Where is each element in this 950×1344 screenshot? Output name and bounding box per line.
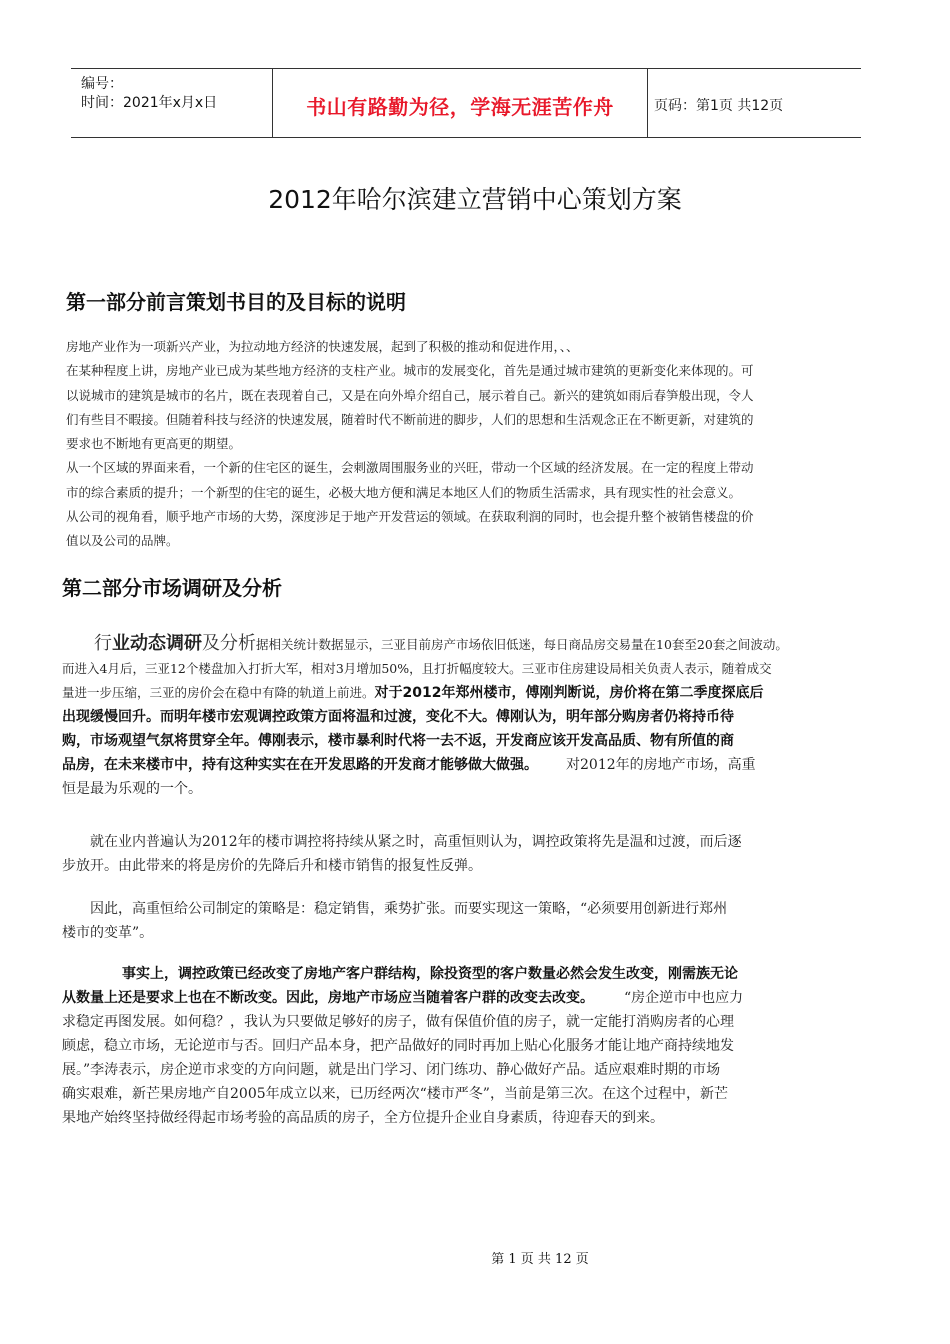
- document-title: 2012年哈尔滨建立营销中心策划方案: [268, 185, 682, 214]
- part2-heading: 第二部分市场调研及分析: [62, 576, 282, 600]
- page-info: 页码：第1页 共12页: [654, 98, 784, 114]
- paragraph-line: 在某种程度上讲，房地产业已成为某些地方经济的支柱产业。城市的发展变化，首先是通过城市建筑的更新变化来体现的。可: [66, 363, 754, 379]
- paragraph-line: 值以及公司的品牌。: [66, 533, 179, 549]
- part2-paragraph-3: 因此，高重恒给公司制定的策略是：稳定销售，乘势扩张。而要实现这一策略，“必须要用创新进行郑州 楼市的变革”。: [62, 901, 728, 941]
- part1-body: [66, 335, 876, 554]
- lead-title: 行业动态调研及分析: [94, 633, 256, 654]
- paragraph-line: 以说城市的建筑是城市的名片，既在表现着自己，又是在向外埠介绍自己，展示着自己。新兴的建筑如雨后春笋般出现，令人: [66, 387, 754, 403]
- paragraph-line: 从一个区域的界面来看，一个新的住宅区的诞生，会刺激周围服务业的兴旺，带动一个区域的经济发展。在一定的程度上带动: [66, 460, 754, 476]
- number-label: 编号：: [81, 76, 123, 92]
- part2-paragraph-4: 事实上，调控政策已经改变了房地产客户群结构，除投资型的客户数量必然会发生改变，刚需族无论 从数量上还是要求上也在不断改变。因此，房地产市场应当随着客户群的改变去改变。 “房企逆市中也应力 求稳定再图发展。如何稳？，我认为只要做足够好的房子，做有保值价值的房子，就一定能打消购房者的心理 顾虑，稳立市场，无论逆市与否。回归产品本身，把产品做好的同时再加上贴心化服务才能让地产商持续地发 展。”李涛表示，房企逆市求变的方向问题，就是出门学习、闭门练功、静心做好产品。适应艰难时期的市场 确实艰难，新芒果房地产自2005年成立以来，已历经两次“楼市严冬”，当前是第三次。在这个过程中，新芒 果地产始终坚持做经得起市场考验的高品质的房子，全方位提升企业自身素质，待迎春天的到来。: [62, 966, 744, 1126]
- page-header: [71, 68, 861, 138]
- part1-heading: 第一部分前言策划书目的及目标的说明: [66, 290, 406, 314]
- paragraph-line: 们有些目不暇接。但随着科技与经济的快速发展，随着时代不断前进的脚步，人们的思想和生活观念正在不断更新，对建筑的: [66, 411, 754, 427]
- header-info-cell: [71, 69, 272, 137]
- paragraph-line: 房地产业作为一项新兴产业，为拉动地方经济的快速发展，起到了积极的推动和促进作用，、、: [66, 339, 579, 354]
- motto: 书山有路勤为径，学海无涯苦作舟: [306, 95, 614, 119]
- header-page-cell: [646, 69, 861, 137]
- paragraph-line: 从公司的视角看，顺乎地产市场的大势，深度涉足于地产开发营运的领域。在获取利润的同时，也会提升整个被销售楼盘的价: [66, 509, 754, 525]
- part2-paragraph-1: 行业动态调研及分析据相关统计数据显示，三亚目前房产市场依旧低迷，每日商品房交易量在10套至20套之间波动。 而进入4月后，三亚12个楼盘加入打折大军，相对3月增加50%，且打折幅度较大。三亚市住房建设局相关负责人表示，随着成交 量进一步压缩，三亚的房价会在稳中有降的轨道上前进。对于2012年郑州楼市，傅刚判断说，房价将在第二季度探底后 出现缓慢回升。而明年楼市宏观调控政策方面将温和过渡，变化不大。傅刚认为，明年部分购房者仍将持币待 购，市场观望气氛将贯穿全年。傅刚表示，楼市暴利时代将一去不返，开发商应该开发高品质、物有所值的商 品房，在未来楼市中，持有这种实实在在开发思路的开发商才能够做大做强。 对2012年的房地产市场，高重 恒是最为乐观的一个。: [62, 633, 788, 797]
- paragraph-line: 市的综合素质的提升；一个新型的住宅的诞生，必极大地方便和满足本地区人们的物质生活需求，具有现实性的社会意义。: [66, 484, 742, 500]
- page-footer: 第 1 页 共 12 页: [491, 1252, 589, 1267]
- time-label: 时间：2021年x月x日: [81, 95, 218, 111]
- paragraph-line: 要求也不断地有更高更的期望。: [66, 436, 242, 452]
- part2-paragraph-2: 就在业内普遍认为2012年的楼市调控将持续从紧之时，高重恒则认为，调控政策将先是温和过渡，而后逐 步放开。由此带来的将是房价的先降后升和楼市销售的报复性反弹。: [62, 834, 742, 874]
- header-motto-cell: [272, 69, 648, 137]
